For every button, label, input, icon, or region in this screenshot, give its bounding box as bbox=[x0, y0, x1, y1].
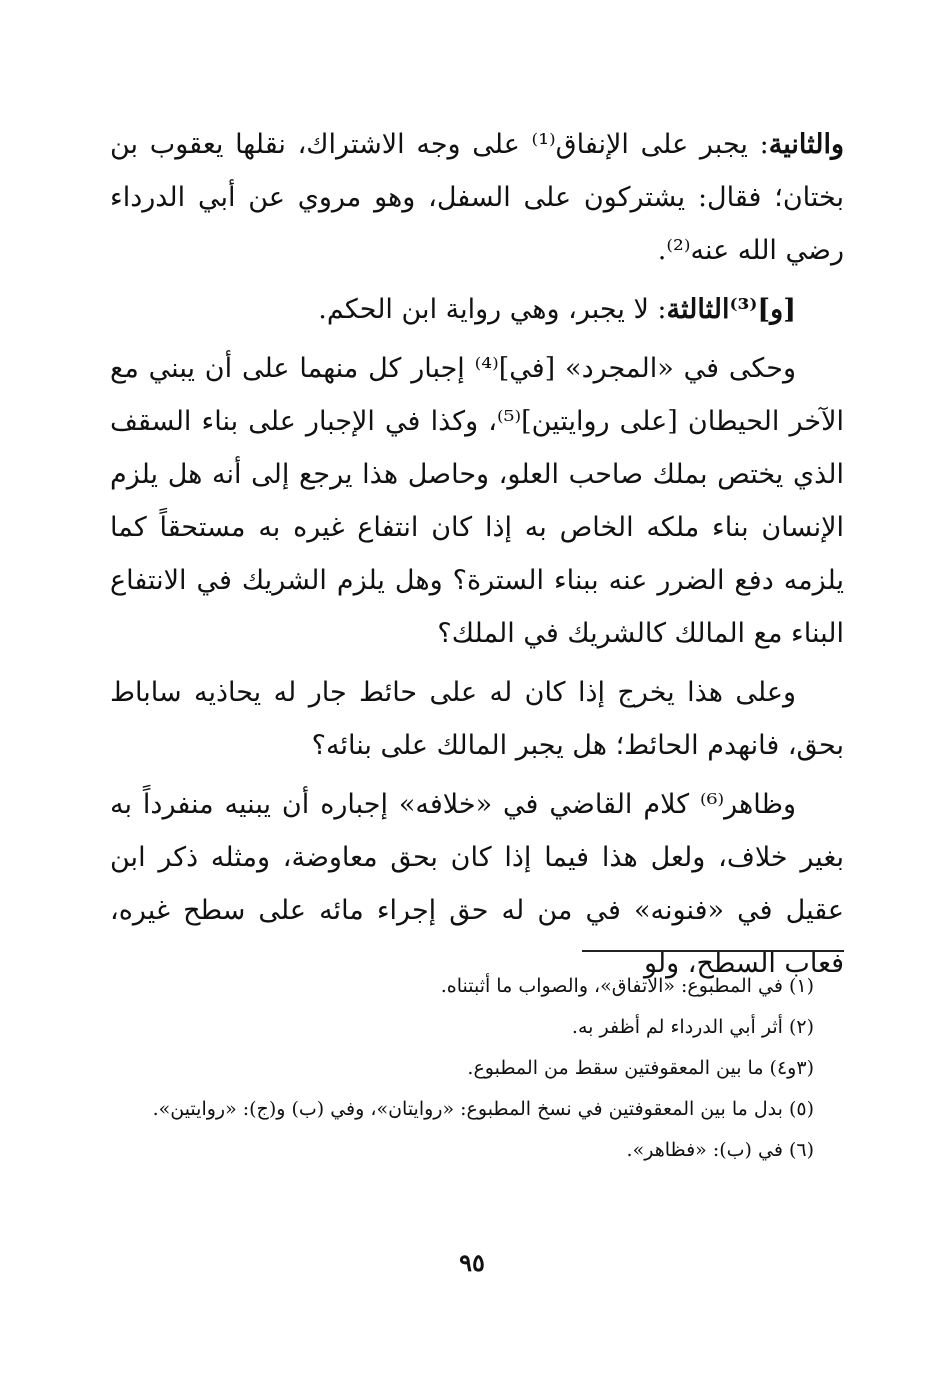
paragraph-text: : لا يجبر، وهي رواية ابن الحكم. bbox=[318, 294, 667, 325]
footnote-2: (٢) أثر أبي الدرداء لم أظفر به. bbox=[571, 1016, 814, 1038]
paragraph-text: وظاهر⁽⁶⁾ كلام القاضي في «خلافه» إجباره أن يبنيه منفرداً به بغير خلاف، ولعل هذا فيما إذا كان بحق معاوضة، ومثله ذكر ابن عقيل في «فنونه» في من له حق إجراء مائه على سطح غيره، فعاب السطح، ولو bbox=[110, 789, 844, 979]
paragraph-3 bbox=[110, 342, 844, 660]
paragraph-text: وعلى هذا يخرج إذا كان له على حائط جار له يحاذيه ساباط بحق، فانهدم الحائط؛ هل يجبر المالك على بنائه؟ bbox=[110, 677, 844, 761]
footnote-5: (٦) في (ب): «فظاهر». bbox=[626, 1139, 814, 1161]
paragraph-1 bbox=[110, 118, 844, 277]
paragraph-2 bbox=[110, 283, 844, 336]
paragraph-lead: والثانية bbox=[768, 129, 845, 160]
footnote-3: (٣و٤) ما بين المعقوفتين سقط من المطبوع. bbox=[467, 1057, 814, 1079]
main-text bbox=[110, 118, 844, 996]
paragraph-5 bbox=[110, 778, 844, 990]
paragraph-text: : يجبر على الإنفاق⁽¹⁾ على وجه الاشتراك، نقلها يعقوب بن بختان؛ فقال: يشتركون على السفل، وهو مروي عن أبي الدرداء رضي الله عنه⁽²⁾. bbox=[110, 129, 844, 266]
paragraph-text: وحكى في «المجرد» [في]⁽⁴⁾ إجبار كل منهما على أن يبني مع الآخر الحيطان [على روايتين]⁽⁵⁾، وكذا في الإجبار على بناء السقف الذي يختص بملك صاحب العلو، وحاصل هذا يرجع إلى أنه هل يلزم الإنسان بناء ملكه الخاص به إذا كان انتفاع غيره به مستحقاً كما يلزمه دفع الضرر عنه ببناء السترة؟ وهل يلزم الشريك في الانتفاع البناء مع المالك كالشريك في الملك؟ bbox=[110, 353, 845, 649]
paragraph-4 bbox=[110, 666, 844, 772]
footnote-1: (١) في المطبوع: «الاتفاق»، والصواب ما أثبتناه. bbox=[440, 975, 814, 997]
footnote-4: (٥) بدل ما بين المعقوفتين في نسخ المطبوع: «روايتان»، وفي (ب) و(ج): «روايتين». bbox=[152, 1098, 814, 1120]
footnote-divider bbox=[582, 950, 844, 952]
footnotes bbox=[110, 968, 844, 1173]
paragraph-lead: [و]⁽³⁾الثالثة bbox=[666, 294, 796, 325]
page-number: ٩٥ bbox=[459, 1248, 485, 1277]
